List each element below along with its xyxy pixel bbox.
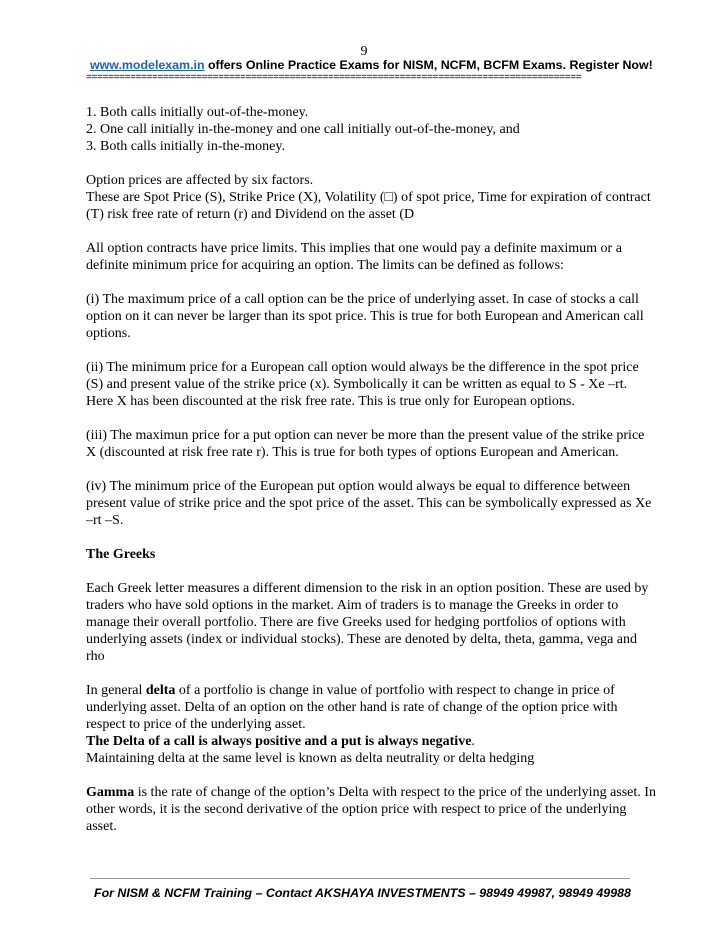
header-text: offers Online Practice Exams for NISM, NCFM, BCFM Exams. Register Now! xyxy=(204,58,653,72)
list-item: 1. Both calls initially out-of-the-money. xyxy=(86,105,309,120)
paragraph: Each Greek letter measures a different dimension to the risk in an option position. These are used by traders who have sold options in the market. Aim of traders is to manage the Greeks in order to manage their overall portfolio. There are five Greeks used for hedging portfolios of options with underlying assets (index or individual stocks). These are denoted by delta, theta, gamma, vega and rho xyxy=(86,581,649,664)
paragraph: Maintaining delta at the same level is known as delta neutrality or delta hedging xyxy=(86,751,535,766)
paragraph: In general delta of a portfolio is change in value of portfolio with respect to change in price of underlying asset. Delta of an option on the other hand is rate of change of the option price with respect to price of the underlying asset. xyxy=(86,683,618,732)
header-rule: ========================================================================================== xyxy=(86,73,582,84)
paragraph: All option contracts have price limits. This implies that one would pay a definite maximum or a definite minimum price for acquiring an option. The limits can be defined as follows: xyxy=(86,241,622,273)
footer-divider xyxy=(90,878,630,879)
paragraph: (ii) The minimum price for a European call option would always be the difference in the spot price (S) and present value of the strike price (x). Symbolically it can be written as equal to S - Xe –rt. Here X has been discounted at the risk free rate. This is true only for European options. xyxy=(86,360,639,409)
page-header xyxy=(90,58,653,72)
paragraph: Gamma is the rate of change of the option’s Delta with respect to the price of the underlying asset. In other words, it is the second derivative of the option price with respect to price of the underlying asset. xyxy=(86,785,656,834)
paragraph: (i) The maximum price of a call option can be the price of underlying asset. In case of stocks a call option on it can never be larger than its spot price. This is true for both European and American call options. xyxy=(86,292,644,341)
page-footer: For NISM & NCFM Training – Contact AKSHAYA INVESTMENTS – 98949 49987, 98949 49988 xyxy=(94,886,631,900)
paragraph: The Delta of a call is always positive and a put is always negative. xyxy=(86,734,475,749)
section-heading: The Greeks xyxy=(86,547,156,562)
list-item: 2. One call initially in-the-money and one call initially out-of-the-money, and xyxy=(86,122,520,137)
page-number: 9 xyxy=(360,44,368,59)
paragraph: Option prices are affected by six factors. xyxy=(86,173,314,188)
paragraph: These are Spot Price (S), Strike Price (X), Volatility (□) of spot price, Time for expiration of contract (T) risk free rate of return (r) and Dividend on the asset (D xyxy=(86,190,651,222)
document-body xyxy=(86,104,656,852)
list-item: 3. Both calls initially in-the-money. xyxy=(86,139,285,154)
paragraph: (iii) The maximun price for a put option can never be more than the present value of the strike price X (discounted at risk free rate r). This is true for both types of options European and American. xyxy=(86,428,645,460)
paragraph: (iv) The minimum price of the European put option would always be equal to difference between present value of strike price and the spot price of the asset. This can be symbolically expressed as Xe –rt –S. xyxy=(86,479,652,528)
header-link[interactable]: www.modelexam.in xyxy=(90,58,205,72)
